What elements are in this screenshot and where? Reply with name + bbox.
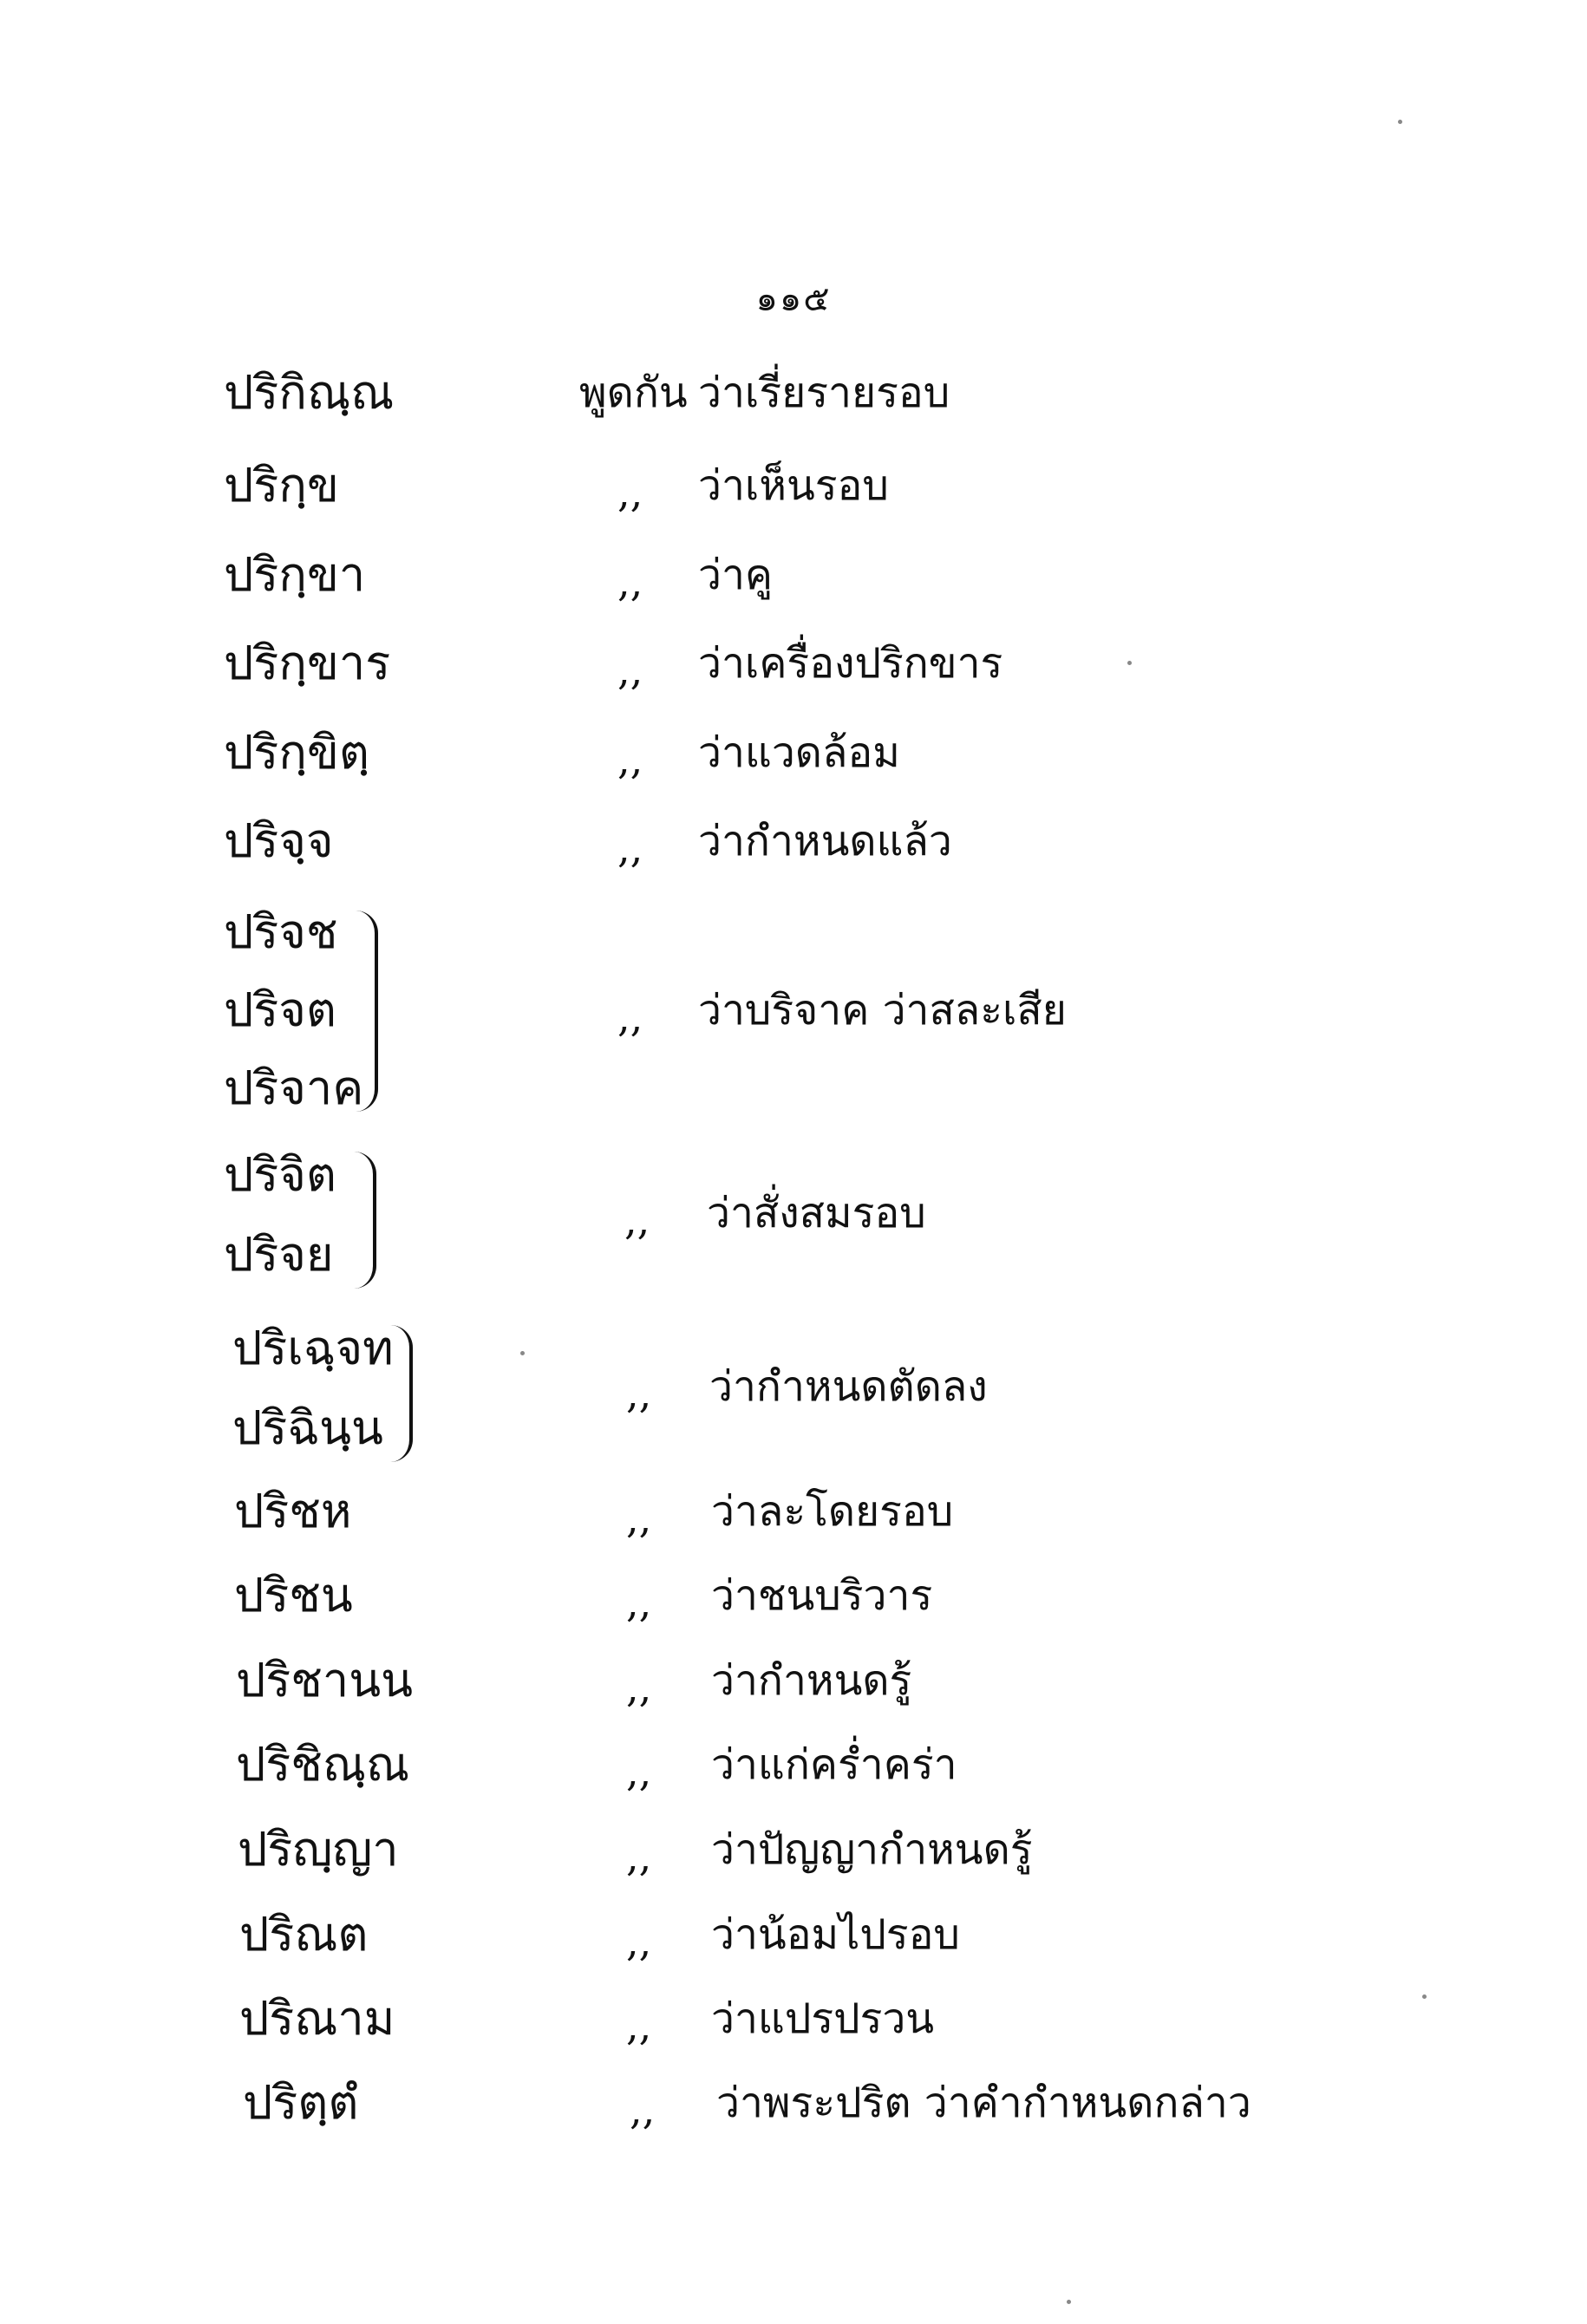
entry-ditto: ,, xyxy=(617,736,643,783)
entry-ditto: ,, xyxy=(626,1664,652,1711)
entry-term: ปริกฺขิตฺ xyxy=(224,725,369,780)
dictionary-entry xyxy=(0,362,1587,449)
dictionary-entry xyxy=(0,722,1587,809)
entry-meaning: ว่าปัญญากำหนดรู้ xyxy=(711,1825,1033,1874)
dictionary-entry xyxy=(0,455,1587,542)
entry-meaning: ว่าชนบริวาร xyxy=(711,1571,933,1620)
grouped-entry xyxy=(0,1318,1587,1466)
dictionary-entry xyxy=(0,1734,1587,1821)
grouping-brace xyxy=(356,911,378,1112)
entry-ditto: ,, xyxy=(617,825,643,872)
entry-meaning: ว่าละโดยรอบ xyxy=(711,1487,954,1536)
entry-term: ปริจช xyxy=(224,904,338,959)
dictionary-entry xyxy=(0,811,1587,898)
entry-term: ปริเฉฺจท xyxy=(232,1321,394,1375)
scan-speck xyxy=(1067,2300,1071,2304)
entry-term: ปริชิณฺณ xyxy=(236,1737,410,1792)
entry-term: ปริจฺจ xyxy=(224,813,334,868)
entry-meaning: ว่าคู xyxy=(698,551,774,599)
entry-term: ปริตฺตํ xyxy=(243,2075,359,2130)
entry-term: ปริกฺข xyxy=(224,458,339,512)
entry-meaning: ว่าแปรปรวน xyxy=(711,1994,935,2043)
entry-term: ปริญฺญา xyxy=(238,1822,399,1877)
entry-term: ปริกิณฺณ xyxy=(224,365,395,420)
grouping-brace xyxy=(390,1325,413,1462)
entry-ditto: ,, xyxy=(626,1579,652,1626)
entry-term: ปริจาค xyxy=(224,1061,364,1115)
entry-meaning: ว่ากำหนดแล้ว xyxy=(698,817,952,865)
entry-term: ปริกฺขา xyxy=(224,547,366,602)
entry-term: ปริณาม xyxy=(239,1991,395,2046)
dictionary-entry xyxy=(0,1565,1587,1652)
entry-term: ปริกฺขาร xyxy=(224,636,391,690)
entry-ditto: ,, xyxy=(630,2086,656,2133)
entry-ditto: ,, xyxy=(617,647,643,694)
dictionary-entry xyxy=(0,633,1587,720)
entry-term: ปริจิต xyxy=(224,1147,336,1202)
entry-term: ปริชห xyxy=(234,1484,352,1538)
dictionary-entry xyxy=(0,545,1587,631)
entry-ditto: ,, xyxy=(626,2002,652,2049)
dictionary-entry xyxy=(0,1904,1587,1991)
page-number: ๑๑๕ xyxy=(755,279,832,319)
entry-term: ปริจต xyxy=(224,982,336,1037)
entry-ditto: ,, xyxy=(626,1748,652,1795)
entry-term: ปริชน xyxy=(234,1568,353,1622)
entry-term: ปริฉินฺน xyxy=(232,1400,383,1455)
entry-meaning: ว่าเรี่ยรายรอบ xyxy=(698,369,950,417)
entry-ditto: ,, xyxy=(617,469,643,516)
dictionary-entry xyxy=(0,1988,1587,2075)
scan-speck xyxy=(1398,120,1402,124)
entry-ditto: ,, xyxy=(626,1370,652,1417)
dictionary-entry xyxy=(0,1650,1587,1737)
entry-ditto: ,, xyxy=(624,1197,650,1244)
entry-ditto: ,, xyxy=(626,1495,652,1542)
entry-term: ปริชานน xyxy=(236,1653,414,1707)
entry-ditto: ,, xyxy=(617,994,643,1041)
entry-meaning: ว่าพระปริต ว่าคำกำหนดกล่าว xyxy=(716,2079,1251,2127)
entry-ditto: ,, xyxy=(626,1833,652,1880)
entry-meaning: ว่าแก่คร่ำคร่า xyxy=(711,1740,957,1789)
dictionary-entry xyxy=(0,2073,1587,2159)
entry-term: ปริณต xyxy=(239,1907,369,1962)
scan-speck xyxy=(1127,661,1132,665)
scan-speck xyxy=(1422,1994,1427,1999)
grouped-entry xyxy=(0,902,1587,1119)
entry-meaning: ว่ากำหนดตัดลง xyxy=(709,1362,988,1411)
dictionary-entry xyxy=(0,1819,1587,1906)
entry-term: ปริจย xyxy=(224,1227,334,1282)
entry-meaning: ว่าแวดล้อม xyxy=(698,728,900,777)
dictionary-entry xyxy=(0,1481,1587,1568)
entry-meaning: ว่าน้อมไปรอบ xyxy=(711,1910,960,1959)
entry-meaning: ว่าบริจาค ว่าสละเสีย xyxy=(698,986,1067,1035)
grouped-entry xyxy=(0,1145,1587,1292)
grouping-brace xyxy=(354,1152,376,1289)
entry-ditto: ,, xyxy=(626,1918,652,1965)
entry-meaning: ว่ากำหนดรู้ xyxy=(711,1656,912,1705)
entry-meaning: ว่าเครื่องปริกขาร xyxy=(698,639,1003,688)
entry-meaning: ว่าเห็นรอบ xyxy=(698,461,889,510)
scan-speck xyxy=(520,1351,525,1355)
entry-ditto: ,, xyxy=(617,558,643,605)
entry-meaning: ว่าสั่งสมรอบ xyxy=(707,1189,926,1237)
entry-ditto: พูดกัน xyxy=(579,369,688,417)
